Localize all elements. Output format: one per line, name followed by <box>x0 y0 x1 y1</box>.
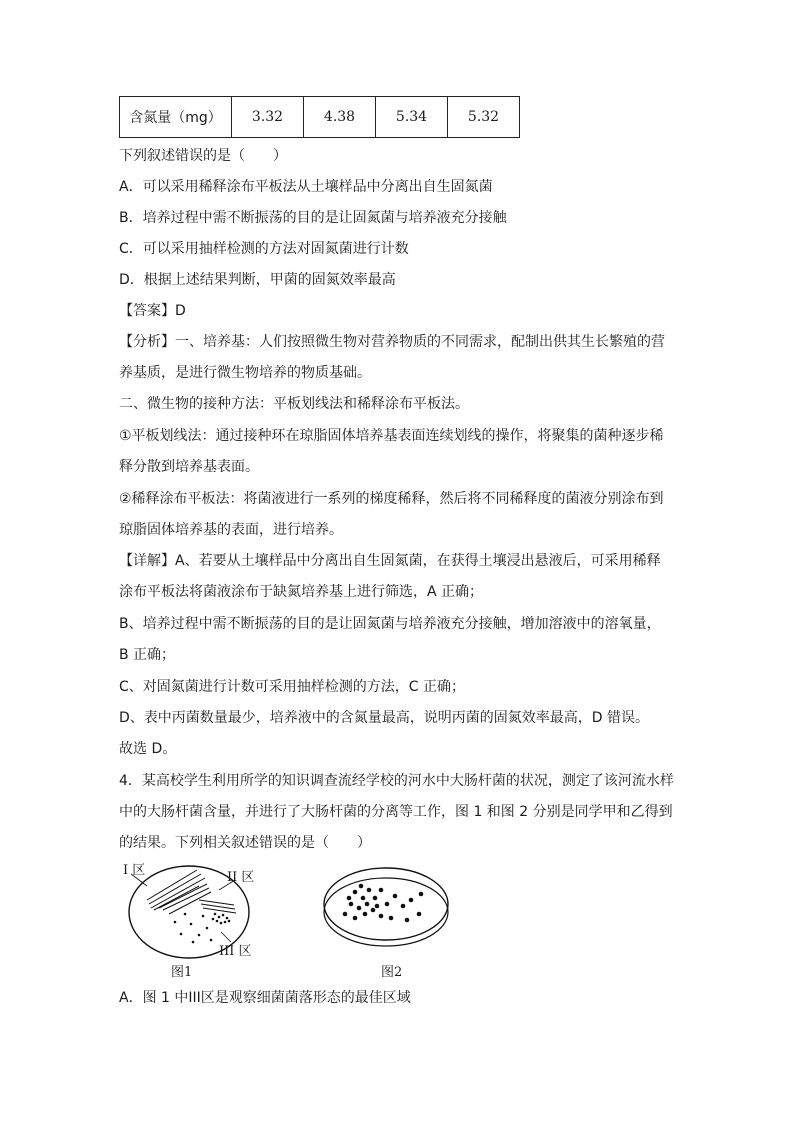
question4-line: 4．某高校学生利用所学的知识调查流经学校的河水中大肠杆菌的状况，测定了该河流水样 <box>119 773 674 789</box>
zone-3-label: III 区 <box>219 944 252 959</box>
zone-2-label: II 区 <box>227 870 255 885</box>
analysis-line: 释分散到培养基表面。 <box>119 459 259 475</box>
table-cell: 5.34 <box>376 97 448 138</box>
analysis-line: 二、微生物的接种方法：平板划线法和稀释涂布平板法。 <box>119 396 469 412</box>
table-row-label: 含氮量（mg） <box>120 97 232 138</box>
question4-line: 中的大肠杆菌含量，并进行了大肠杆菌的分离等工作，图 1 和图 2 分别是同学甲和乙得到 <box>119 804 673 820</box>
detail-line: C、对固氮菌进行计数可采用抽样检测的方法，C 正确； <box>119 679 465 695</box>
detail-line: B、培养过程中需不断振荡的目的是让固氮菌与培养液充分接触，增加溶液中的溶氧量， <box>119 616 661 632</box>
analysis-line: ②稀释涂布平板法：将菌液进行一系列的梯度稀释，然后将不同稀释度的菌液分别涂布到 <box>119 491 664 507</box>
question4-option-a: A．图 1 中III区是观察细菌菌落形态的最佳区域 <box>119 990 411 1006</box>
option-b: B．培养过程中需不断振荡的目的是让固氮菌与培养液充分接触 <box>119 210 507 226</box>
answer-line: 【答案】D <box>119 303 186 319</box>
detail-line: 涂布平板法将菌液涂布于缺氮培养基上进行筛选，A 正确； <box>119 584 484 600</box>
table-cell: 3.32 <box>232 97 304 138</box>
analysis-line: 养基质，是进行微生物培养的物质基础。 <box>119 365 371 381</box>
table-cell: 4.38 <box>304 97 376 138</box>
option-c: C．可以采用抽样检测的方法对固氮菌进行计数 <box>119 241 409 257</box>
analysis-line: ①平板划线法：通过接种环在琼脂固体培养基表面连续划线的操作，将聚集的菌种逐步稀 <box>119 428 664 444</box>
figure-2-caption: 图2 <box>381 965 403 980</box>
detail-line: D、表中丙菌数量最少，培养液中的含氮量最高，说明丙菌的固氮效率最高，D 错误。 <box>119 710 650 726</box>
figures <box>119 860 459 980</box>
question-stem: 下列叙述错误的是（ ） <box>119 148 287 164</box>
nitrogen-table <box>119 96 520 138</box>
analysis-line: 琼脂固体培养基的表面，进行培养。 <box>119 522 343 538</box>
option-d: D．根据上述结果判断，甲菌的固氮效率最高 <box>119 272 396 288</box>
question4-line: 的结果。下列相关叙述错误的是（ ） <box>119 835 371 851</box>
figure-1-caption: 图1 <box>171 965 193 980</box>
spread-plate-figure <box>324 868 448 946</box>
detail-line: 故选 D。 <box>119 741 177 757</box>
analysis-line: 【分析】一、培养基：人们按照微生物对营养物质的不同需求，配制出供其生长繁殖的营 <box>119 334 665 350</box>
detail-line: 【详解】A、若要从土壤样品中分离出自生固氮菌，在获得土壤浸出悬液后，可采用稀释 <box>119 553 661 569</box>
detail-line: B 正确； <box>119 647 176 663</box>
petri-dish-figures <box>119 860 459 980</box>
table-cell: 5.32 <box>448 97 520 138</box>
table-row <box>120 97 520 138</box>
zone-1-label: I 区 <box>123 863 146 878</box>
option-a: A．可以采用稀释涂布平板法从土壤样品中分离出自生固氮菌 <box>119 179 493 195</box>
